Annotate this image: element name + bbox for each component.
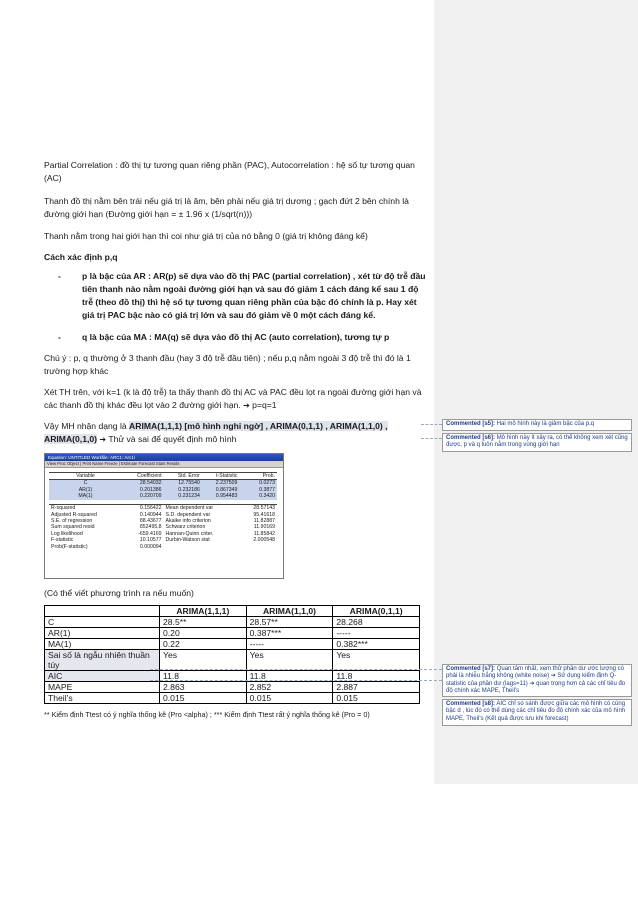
table-footnote: ** Kiểm định Ttest có ý nghĩa thống kê (Pro <alpha) ; *** Kiểm định Ttest rất ý nghĩa thống kê (Pro = 0) bbox=[44, 710, 370, 719]
cell: 2.000548 bbox=[253, 537, 275, 544]
comment-text: Quan tâm nhất, xem thử phần dư ước lượng có phải là nhiễu trắng không (white noise) ➔ Sử dụng kiểm định Q-statistic của phần dư (lags=11) ➔ quan trọng hơn cả các chỉ tiêu đo độ chính xác MAPE, Theil’s bbox=[446, 666, 626, 694]
table-cell: Yes bbox=[160, 650, 247, 671]
table-row bbox=[45, 617, 420, 628]
comment-connector bbox=[421, 438, 442, 439]
comment-s8[interactable] bbox=[442, 699, 632, 726]
paragraph-models bbox=[44, 420, 430, 446]
table-cell: 11.8 bbox=[333, 671, 420, 682]
cell: 852495.8 bbox=[139, 524, 162, 531]
eviews-title-bar: Equation: UNTITLED Workfile: ARC1::Arc1\ bbox=[45, 454, 283, 461]
comment-title: Commented [s6]: bbox=[446, 435, 496, 441]
comment-text: AIC chỉ so sánh được giữa các mô hình có cùng bậc d , lúc đó có thể dùng các chỉ tiêu đo độ chính xác của mô hình MAPE, Theil’s (Kết quả được lưu khi forecast) bbox=[446, 701, 626, 722]
cell: 95.41618 bbox=[253, 511, 275, 518]
equation-caption: (Có thể viết phương trình ra nếu muốn) bbox=[44, 588, 194, 598]
cell: 28.57143 bbox=[253, 505, 275, 512]
header-cell: ARIMA(1,1,1) bbox=[160, 606, 247, 617]
header-cell: ARIMA(0,1,1) bbox=[333, 606, 420, 617]
eviews-header-row bbox=[49, 473, 277, 480]
eviews-stat-row bbox=[49, 544, 277, 550]
col-t-stat: t-Statistic bbox=[202, 473, 240, 480]
cell: 0.140944 bbox=[139, 511, 162, 518]
cell: 0.954483 bbox=[202, 493, 240, 499]
row-label: MAPE bbox=[45, 682, 160, 693]
table-cell: Yes bbox=[333, 650, 420, 671]
table-cell: 2.852 bbox=[246, 682, 333, 693]
comment-s6[interactable] bbox=[442, 433, 632, 452]
table-row bbox=[45, 650, 420, 671]
row-label: AR(1) bbox=[45, 628, 160, 639]
cell: 0.156422 bbox=[139, 505, 162, 512]
paragraph-bars: Thanh đồ thị nằm bên trái nếu giá trị là âm, bên phải nếu giá trị dương ; gạch đứt 2 bên chính là đường giới hạn (Đường giới hạn = ± 1.96 x (1/sqrt(n))) bbox=[44, 196, 409, 219]
cell: 0.867349 bbox=[202, 487, 240, 493]
paragraph-case bbox=[44, 386, 430, 412]
cell: Mean dependent var bbox=[165, 505, 214, 512]
cell: 0.231234 bbox=[164, 493, 202, 499]
col-coefficient: Coefficient bbox=[122, 473, 164, 480]
row-label: C bbox=[45, 617, 160, 628]
cell: C bbox=[49, 480, 122, 487]
cell: Adjusted R-squared bbox=[51, 511, 97, 518]
bullet-dash: - bbox=[58, 332, 61, 342]
models-trial: Thử và sai để quyết định mô hình bbox=[108, 434, 237, 444]
table-row bbox=[45, 693, 420, 704]
case-text: Xét TH trên, với k=1 (k là độ trễ) ta thấy thanh đồ thị AC và PAC đều lọt ra ngoài đường giới hạn và các thanh đồ thị khác đều lọt vào 2 đường giới hạn. bbox=[44, 387, 422, 410]
comment-connector bbox=[421, 424, 442, 425]
bullet-dash: - bbox=[58, 271, 61, 281]
row-label: MA(1) bbox=[45, 639, 160, 650]
cell: Schwarz criterion bbox=[165, 524, 206, 531]
cell: 11.82887 bbox=[253, 517, 275, 524]
row-label: AIC bbox=[45, 671, 160, 682]
models-highlight: ARIMA(1,1,1) [mô hình nghi ngờ] , ARIMA(0,1,1) , ARIMA(1,1,0) , ARIMA(0,1,0) bbox=[44, 421, 388, 444]
case-result: p=q=1 bbox=[252, 400, 277, 410]
table-cell: ----- bbox=[333, 628, 420, 639]
models-lead: Vậy MH nhận dạng là bbox=[44, 421, 127, 431]
table-cell: 0.015 bbox=[333, 693, 420, 704]
cell: 11.85842 bbox=[253, 530, 275, 537]
cell: 0.3877 bbox=[239, 487, 277, 493]
cell: 2.237509 bbox=[202, 480, 240, 487]
bullet-ma-text: q là bậc của MA : MA(q) sẽ dựa vào đồ thị AC (auto correlation), tương tự p bbox=[82, 332, 390, 342]
table-cell: ----- bbox=[246, 639, 333, 650]
header-cell bbox=[45, 606, 160, 617]
table-cell: 0.015 bbox=[160, 693, 247, 704]
table-cell: 0.20 bbox=[160, 628, 247, 639]
table-cell: 11.8 bbox=[160, 671, 247, 682]
header-cell: ARIMA(1,1,0) bbox=[246, 606, 333, 617]
comment-connector bbox=[150, 669, 442, 670]
comment-title: Commented [s8]: bbox=[446, 701, 496, 707]
col-std-error: Std. Error bbox=[164, 473, 202, 480]
paragraph-pac-ac: Partial Correlation : đồ thị tự tương quan riêng phần (PAC), Autocorrelation : hệ số tự tương quan (AC) bbox=[44, 160, 415, 183]
table-cell: 2.887 bbox=[333, 682, 420, 693]
cell: 0.220709 bbox=[122, 493, 164, 499]
cell: 12.75540 bbox=[164, 480, 202, 487]
cell: MA(1) bbox=[49, 493, 122, 499]
col-prob: Prob. bbox=[239, 473, 277, 480]
arrow-icon: ➔ bbox=[99, 435, 107, 444]
cell: Prob(F-statistic) bbox=[51, 543, 88, 550]
cell: 0.000094 bbox=[139, 543, 162, 550]
cell: S.E. of regression bbox=[51, 517, 93, 524]
cell: AR(1) bbox=[49, 487, 122, 493]
section-heading: Cách xác định p,q bbox=[44, 252, 118, 262]
cell: 0.0273 bbox=[239, 480, 277, 487]
table-row bbox=[45, 639, 420, 650]
cell: Sum squared resid bbox=[51, 524, 95, 531]
cell: Durbin-Watson stat bbox=[165, 537, 210, 544]
cell: 28.54032 bbox=[122, 480, 164, 487]
eviews-stat-row bbox=[49, 505, 277, 512]
arrow-icon: ➔ bbox=[243, 401, 250, 410]
eviews-toolbar: View Proc Object | Print Name Freeze | Estimate Forecast Stats Resids bbox=[45, 461, 283, 468]
comment-s7[interactable] bbox=[442, 664, 632, 697]
cell: 11.90169 bbox=[253, 524, 275, 531]
cell: R-squared bbox=[51, 505, 76, 512]
paragraph-limits: Thanh nằm trong hai giới hạn thì coi như giá trị của nó bằng 0 (giá trị không đáng kể) bbox=[44, 231, 368, 241]
cell bbox=[164, 544, 240, 550]
table-cell: 28.268 bbox=[333, 617, 420, 628]
cell: -659.4169 bbox=[138, 530, 162, 537]
table-cell: 0.387*** bbox=[246, 628, 333, 639]
table-row bbox=[45, 628, 420, 639]
row-label: Sai số là ngẫu nhiên thuần túy bbox=[45, 650, 160, 671]
cell: Akaike info criterion bbox=[165, 517, 211, 524]
table-cell: 0.382*** bbox=[333, 639, 420, 650]
comment-connector bbox=[150, 680, 442, 681]
eviews-coef-table bbox=[49, 472, 277, 550]
bullet-ar-text: p là bậc của AR : AR(p) sẽ dựa vào đồ thị PAC (partial correlation) , xét từ độ trễ đầu tiên thanh nào nằm ngoài đường giới hạn và sau đó giảm 1 cách đáng kể sau 1 độ trễ (theo đồ thị) thì hệ số tự tương quan riêng phần của bậc đó chính là p. Hay xét giá trị PAC bậc nào có giá trị lớn và sau đó giảm về 0 một cách đáng kể. bbox=[82, 271, 426, 320]
model-comparison-table bbox=[44, 605, 420, 704]
table-cell: Yes bbox=[246, 650, 333, 671]
eviews-row bbox=[49, 480, 277, 487]
comment-text: Hai mô hình này là giảm bậc của p,q bbox=[496, 421, 595, 427]
cell: 10.10577 bbox=[139, 537, 162, 544]
table-cell: 0.22 bbox=[160, 639, 247, 650]
comment-title: Commented [s7]: bbox=[446, 666, 496, 672]
cell: 0.3420 bbox=[239, 493, 277, 499]
cell: F-statistic bbox=[51, 537, 74, 544]
col-variable: Variable bbox=[49, 473, 122, 480]
cell: S.D. dependent var bbox=[165, 511, 211, 518]
row-label: Theil’s bbox=[45, 693, 160, 704]
cell: Log likelihood bbox=[51, 530, 83, 537]
paragraph-note: Chú ý : p, q thường ở 3 thanh đầu (hay 3 độ trễ đầu tiên) ; nếu p,q nằm ngoài 3 độ trễ thì đó là 1 trường hợp khác bbox=[44, 353, 411, 376]
eviews-screenshot bbox=[44, 453, 284, 579]
table-cell: 0.015 bbox=[246, 693, 333, 704]
table-row bbox=[45, 682, 420, 693]
cell bbox=[239, 544, 277, 550]
table-cell: 11.8 bbox=[246, 671, 333, 682]
table-cell: 28.57** bbox=[246, 617, 333, 628]
table-cell: 28.5** bbox=[160, 617, 247, 628]
cell: 88.43677 bbox=[139, 517, 162, 524]
comment-title: Commented [s5]: bbox=[446, 421, 496, 427]
comment-text: Mô hình này ít xảy ra, có thể không xem xét cũng được, p và q luôn nằm trong vùng giới hạn bbox=[446, 435, 628, 449]
table-header-row bbox=[45, 606, 420, 617]
comment-s5[interactable] bbox=[442, 419, 632, 431]
cell: 0.201386 bbox=[122, 487, 164, 493]
table-cell: 2.863 bbox=[160, 682, 247, 693]
cell: 0.232186 bbox=[164, 487, 202, 493]
cell: Hannan-Quinn criter. bbox=[165, 530, 214, 537]
